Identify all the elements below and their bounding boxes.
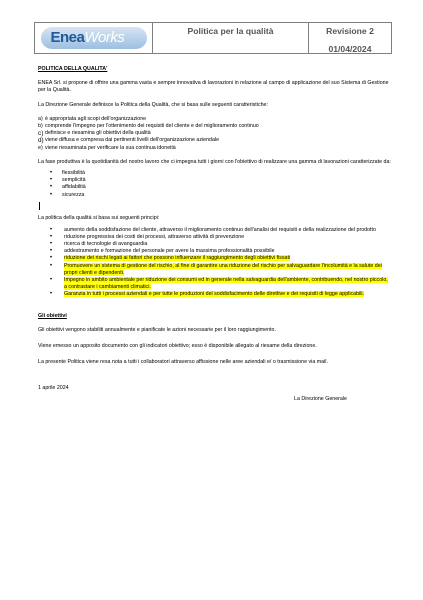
principle-text: Impegno in ambito ambientale per riduzione dei consumi ed in generale nella salvaguardia dell'ambiente, contribuendo, nel nostro piccolo, a contrastare i cambiamenti climatici. (64, 277, 388, 291)
company-logo (41, 27, 147, 49)
obiettivi-paragraph-1: Gli obiettivi vengono stabiliti annualmente e pianificate le azioni necessarie per il loro raggiungimento. (38, 326, 276, 333)
principle-item (50, 277, 392, 291)
section-heading-obiettivi: Gli obiettivi (38, 312, 67, 319)
characteristic-text: viene diffusa e compresa dai pertinenti livelli dell'organizzazione aziendale (45, 137, 220, 144)
principle-item (50, 291, 392, 298)
revision-cell (309, 23, 391, 53)
characteristic-letter: d) (38, 137, 44, 145)
signature-row-2 (38, 396, 392, 403)
principle-text: riduzione progressiva dei costi dei processi, attraverso attività di prevenzione (64, 233, 245, 240)
characteristic-letter: e) (38, 144, 43, 151)
characteristic-item (38, 137, 392, 144)
principles-list (38, 227, 392, 299)
principi-paragraph: La politica della qualità si basa sui seguenti principi: (38, 215, 160, 222)
characteristic-text: definisce e riesamina gli obiettivi della qualità (45, 130, 151, 137)
characteristic-text: è appropriata agli scopi dell'organizzazione (45, 115, 147, 122)
characteristic-letter: a) (38, 115, 43, 122)
principle-item (50, 234, 392, 241)
obiettivi-paragraph-2: Viene emesso un apposito documento con gli indicatori obiettivo; esso è disponibile allegato al riesame della direzione. (38, 343, 317, 350)
revision-label: Revisione 2 (326, 26, 374, 36)
characteristics-list (38, 116, 392, 152)
principle-text: Garanzia in tutti i processi aziendali e per tutte le produzioni del soddisfacimento delle direttive e dei requisiti di legge applicabili. (64, 291, 365, 298)
text-cursor (39, 202, 40, 210)
obiettivi-paragraph-3: La presente Politica viene resa nota a tutti i collaboratori attraverso affissione nelle aree aziendali e/ o trasmissione via mail. (38, 359, 328, 366)
characteristic-item (38, 130, 392, 137)
document-body (38, 66, 392, 403)
characteristic-letter: c) (38, 130, 44, 138)
principle-text: addestramento e formazione del personale per avere la massima professionalità possibile (64, 248, 275, 255)
principle-item (50, 241, 392, 248)
logo-text: EneaWorks (50, 29, 125, 46)
logo-cell (35, 23, 153, 53)
characteristic-item (38, 123, 392, 130)
principle-text: riduzione dei rischi legati ai fattori che possono influenzare il raggiungimento degli obiettivi fissati (64, 255, 291, 262)
section-heading-politica: POLITICA DELLA QUALITA' (38, 66, 108, 72)
signed-date: 1 aprile 2024 (38, 384, 69, 391)
quality-item: • sicurezza (50, 192, 392, 199)
intro-paragraph: ENEA Srl. si propone di offrire una gamma vasta e sempre innovativa di lavorazioni in relazione al campo di applicazione del suo Sistema di Gestione per la Qualità. (38, 80, 389, 94)
quality-item: • flessibilità (50, 170, 392, 177)
qualities-list (38, 170, 392, 199)
principle-item (50, 255, 392, 262)
direzione-paragraph: La Direzione Generale definisce la Politica della Qualità, che si basa sulle seguenti caratteristiche: (38, 101, 268, 108)
principle-text: Promuovere un sistema di gestione del rischio, al fine di garantire una riduzione del rischio per salvaguardare l'incolumità e la salute dei propri clienti e dipendenti. (64, 262, 382, 276)
characteristic-item (38, 145, 392, 152)
characteristic-text: viene riesaminata per verificare la sua continua idoneità (45, 144, 176, 151)
header-title: Politica per la qualità (153, 23, 309, 53)
principle-item (50, 227, 392, 234)
characteristic-item (38, 116, 392, 123)
revision-date: 01/04/2024 (328, 44, 372, 54)
principle-text: ricerca di tecnologie di avanguardia (64, 241, 148, 248)
principle-item (50, 248, 392, 255)
signature-row (38, 385, 392, 392)
principle-item (50, 263, 392, 277)
quality-item: • affidabilità (50, 184, 392, 191)
document-header (34, 22, 392, 54)
characteristic-letter: b) (38, 123, 43, 130)
principle-text: aumento della soddisfazione del cliente, attraverso il miglioramento continuo dell'analisi dei requisiti e della realizzazione del prodotto (64, 226, 376, 233)
characteristic-text: comprende l'impegno per l'ottenimento dei requisiti del cliente e del miglioramento continuo (45, 123, 259, 130)
quality-item: • semplicità (50, 177, 392, 184)
signature-name: La Direzione Generale (294, 395, 347, 402)
fase-paragraph: La fase produttiva è la quotidianità del nostro lavoro che ci impegna tutti i giorni con l'obiettivo di realizzare una gamma di lavorazioni caratterizzate da: (38, 158, 391, 165)
